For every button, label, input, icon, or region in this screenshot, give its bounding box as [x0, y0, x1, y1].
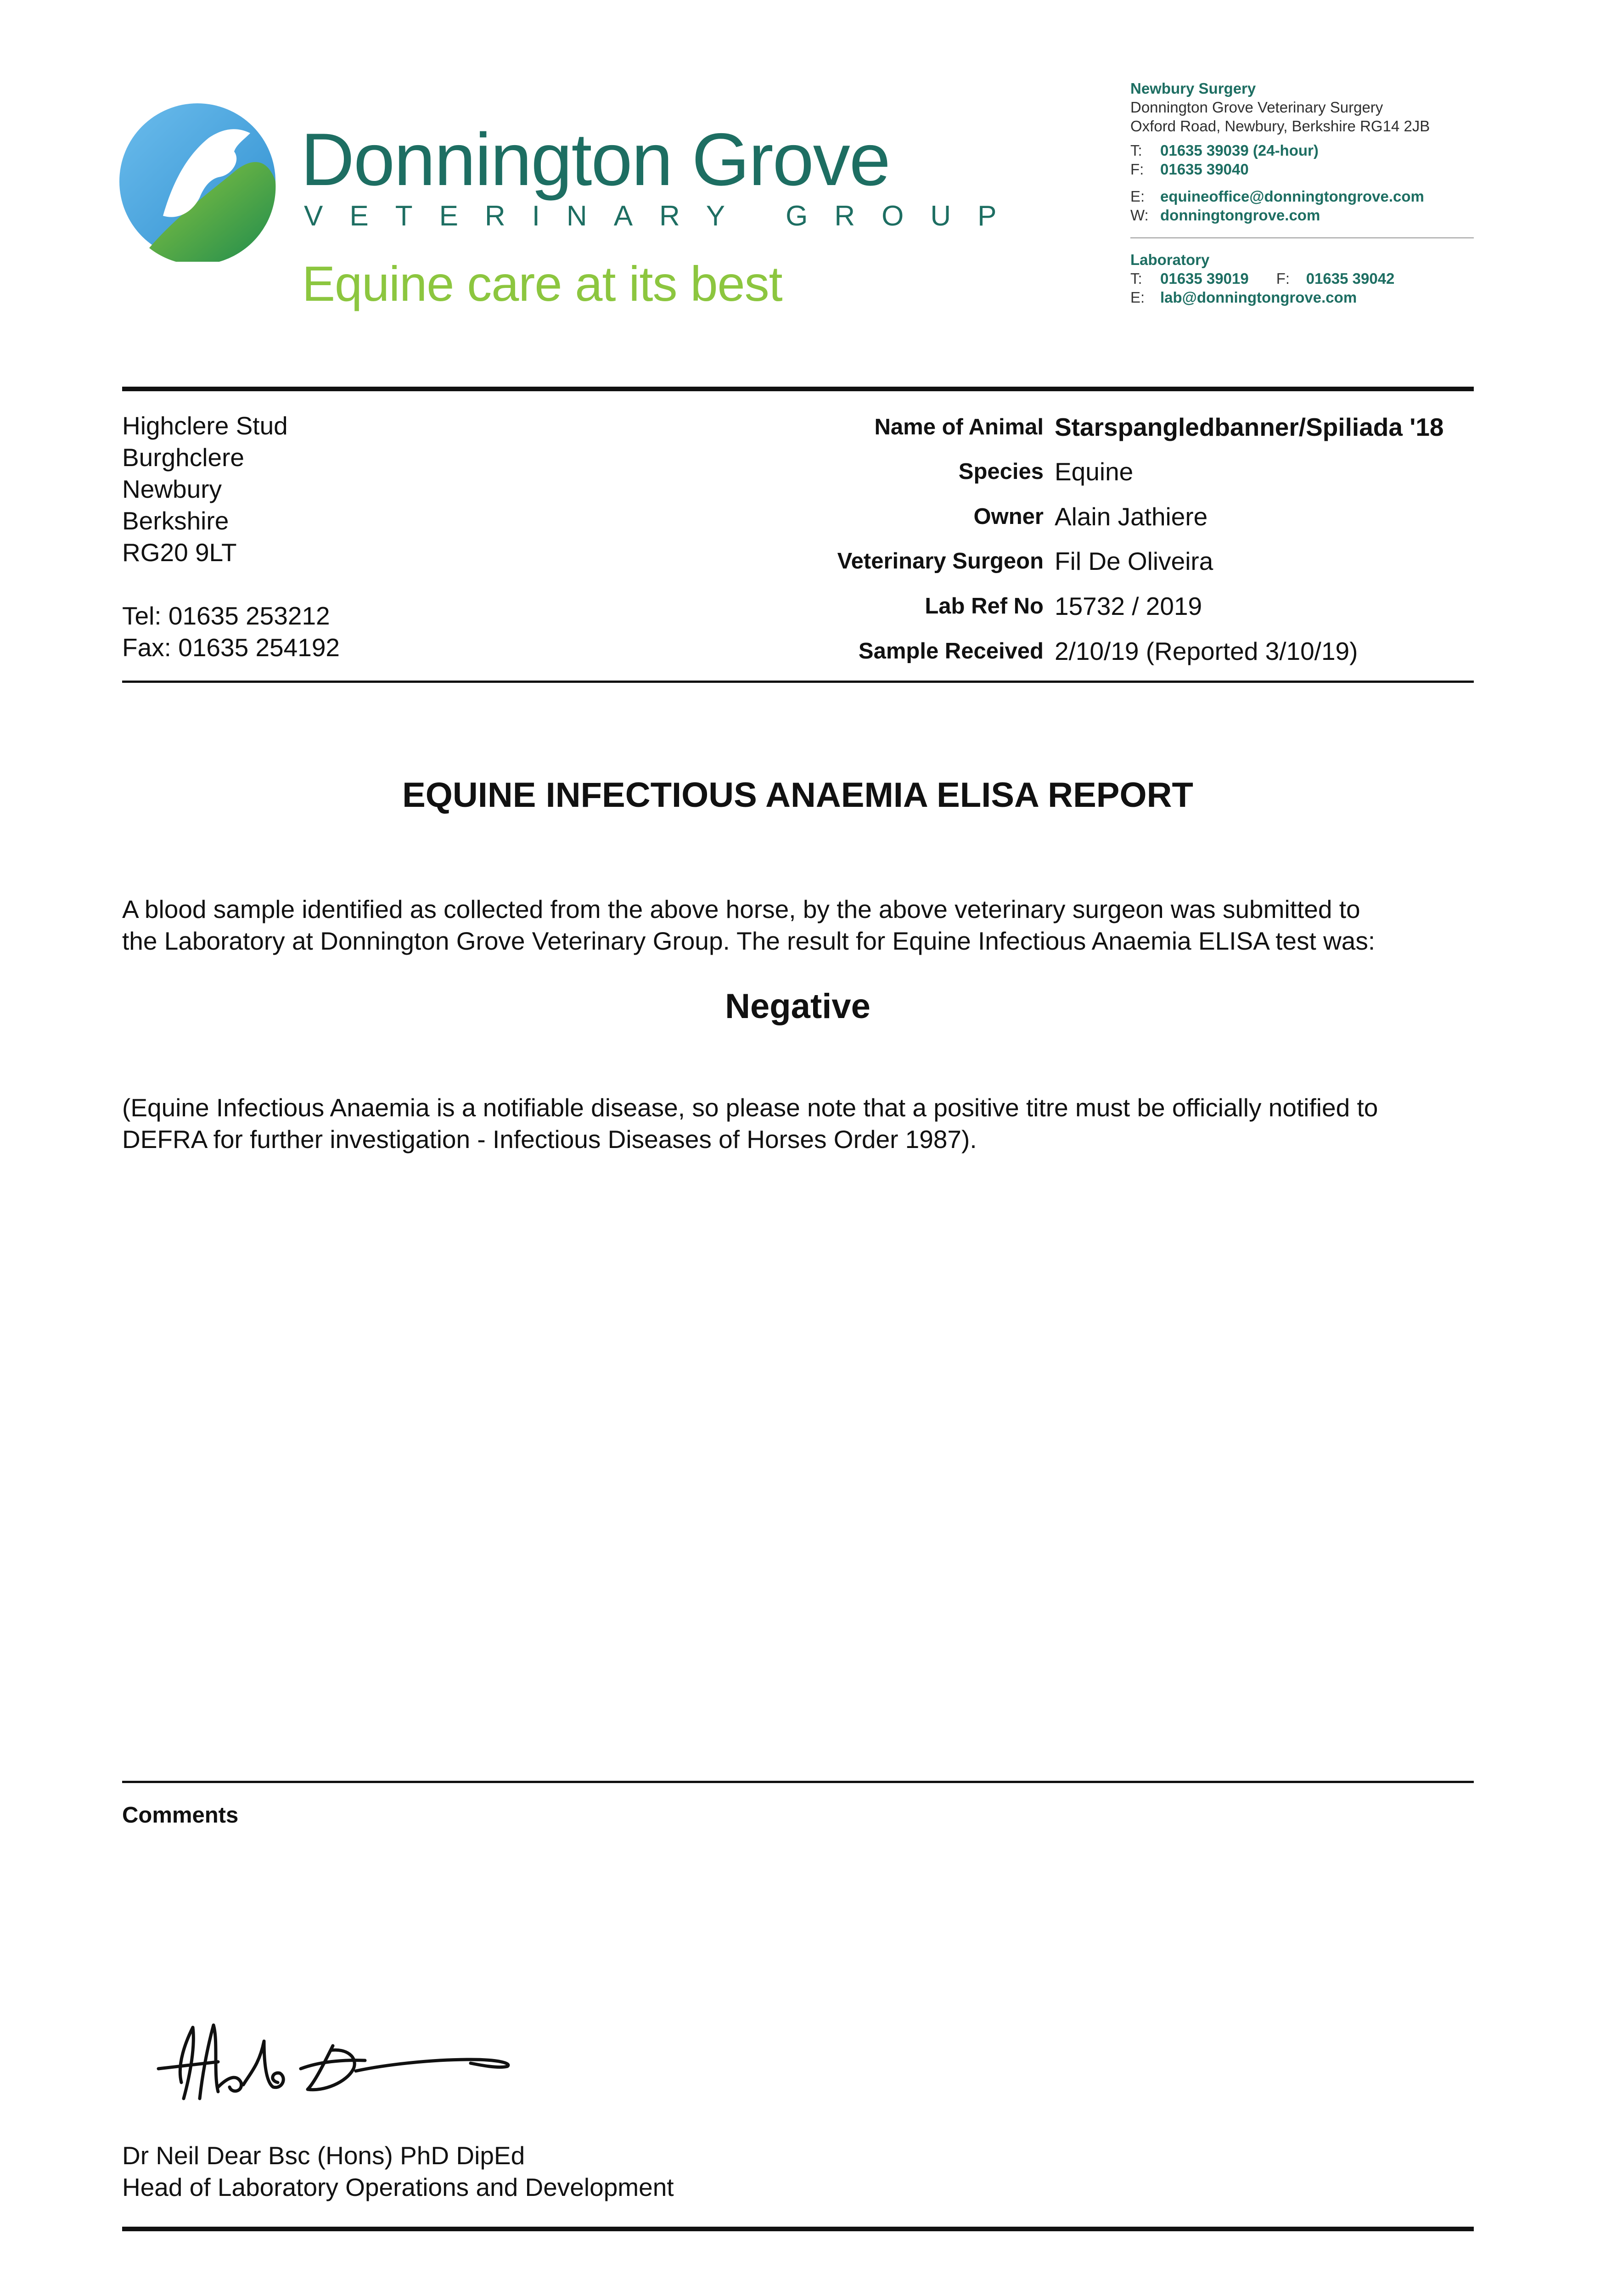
address-line: Newbury: [122, 475, 222, 503]
signatory: [122, 2140, 674, 2203]
surgery-fax: 01635 39040: [1160, 161, 1249, 178]
surgery-address-line-1: Donnington Grove Veterinary Surgery: [1130, 99, 1383, 116]
address-line: Berkshire: [122, 506, 229, 535]
lab-phone-row: [1130, 269, 1394, 288]
lab-contact: [1130, 250, 1394, 307]
detail-label-owner: Owner: [973, 504, 1044, 529]
handwritten-signature: [149, 2014, 539, 2110]
header-divider: [122, 387, 1474, 391]
detail-value-animal-name: Starspangledbanner/Spiliada '18: [1055, 413, 1444, 441]
comments-label: Comments: [122, 1803, 239, 1828]
client-tel: Tel: 01635 253212: [122, 602, 330, 630]
surgery-tel-label: T:: [1130, 142, 1142, 159]
footer-divider: [122, 2227, 1474, 2231]
address-line: RG20 9LT: [122, 538, 237, 567]
surgery-tel: 01635 39039 (24-hour): [1160, 142, 1319, 159]
client-fax: Fax: 01635 254192: [122, 633, 340, 662]
lab-tel: 01635 39019: [1160, 270, 1249, 287]
report-note-line: DEFRA for further investigation - Infectious Diseases of Horses Order 1987).: [122, 1125, 977, 1154]
brand-tagline: Equine care at its best: [302, 256, 782, 311]
surgery-email-link[interactable]: equineoffice@donningtongrove.com: [1160, 188, 1424, 205]
detail-value-owner: Alain Jathiere: [1055, 502, 1208, 531]
surgery-contact: [1130, 79, 1430, 225]
surgery-address-line-2: Oxford Road, Newbury, Berkshire RG14 2JB: [1130, 118, 1430, 135]
lab-fax-label: F:: [1276, 270, 1290, 287]
surgery-email-row: [1130, 187, 1430, 206]
surgery-web-row: [1130, 206, 1430, 225]
lab-tel-label: T:: [1130, 270, 1142, 287]
detail-value-lab-ref: 15732 / 2019: [1055, 592, 1202, 620]
signatory-name: Dr Neil Dear Bsc (Hons) PhD DipEd: [122, 2141, 525, 2170]
report-title: EQUINE INFECTIOUS ANAEMIA ELISA REPORT: [402, 776, 1193, 815]
detail-label-animal-name: Name of Animal: [874, 415, 1044, 439]
detail-value-species: Equine: [1055, 457, 1134, 486]
contact-divider: [1130, 237, 1474, 238]
lab-email-row: [1130, 288, 1394, 307]
horse-head-logo-icon: [117, 101, 278, 262]
detail-value-sample-received: 2/10/19 (Reported 3/10/19): [1055, 637, 1358, 665]
detail-value-vet-surgeon: Fil De Oliveira: [1055, 547, 1213, 575]
lab-email-link[interactable]: lab@donningtongrove.com: [1160, 289, 1357, 306]
surgery-email-label: E:: [1130, 188, 1145, 205]
detail-label-sample-received: Sample Received: [858, 639, 1044, 664]
signatory-role: Head of Laboratory Operations and Development: [122, 2173, 674, 2201]
address-line: Highclere Stud: [122, 411, 288, 440]
brand-subtitle: VETERINARY GROUP: [304, 200, 1023, 232]
details-divider: [122, 681, 1474, 683]
surgery-fax-label: F:: [1130, 161, 1144, 178]
surgery-tel-row: [1130, 141, 1430, 160]
report-note: [122, 1092, 1499, 1155]
test-result: Negative: [725, 987, 870, 1026]
surgery-web-label: W:: [1130, 207, 1149, 224]
address-line: Burghclere: [122, 443, 244, 472]
client-address: [122, 410, 340, 664]
report-intro-line: the Laboratory at Donnington Grove Veterinary Group. The result for Equine Infectious Anaemia ELISA test was:: [122, 927, 1376, 955]
report-intro-line: A blood sample identified as collected from the above horse, by the above veterinary surgeon was submitted to: [122, 895, 1360, 923]
comments-divider: [122, 1781, 1474, 1783]
detail-label-lab-ref: Lab Ref No: [925, 594, 1044, 619]
surgery-web-link[interactable]: donningtongrove.com: [1160, 207, 1320, 224]
brand-name: Donnington Grove: [301, 118, 890, 201]
surgery-fax-row: [1130, 160, 1430, 179]
report-intro: [122, 894, 1499, 957]
lab-email-label: E:: [1130, 289, 1145, 306]
lab-fax: 01635 39042: [1306, 270, 1395, 287]
detail-label-vet-surgeon: Veterinary Surgeon: [837, 549, 1044, 574]
surgery-heading: Newbury Surgery: [1130, 80, 1256, 97]
report-note-line: (Equine Infectious Anaemia is a notifiable disease, so please note that a positive titre must be officially notified to: [122, 1093, 1378, 1122]
lab-heading: Laboratory: [1130, 251, 1210, 268]
detail-label-species: Species: [958, 459, 1044, 484]
